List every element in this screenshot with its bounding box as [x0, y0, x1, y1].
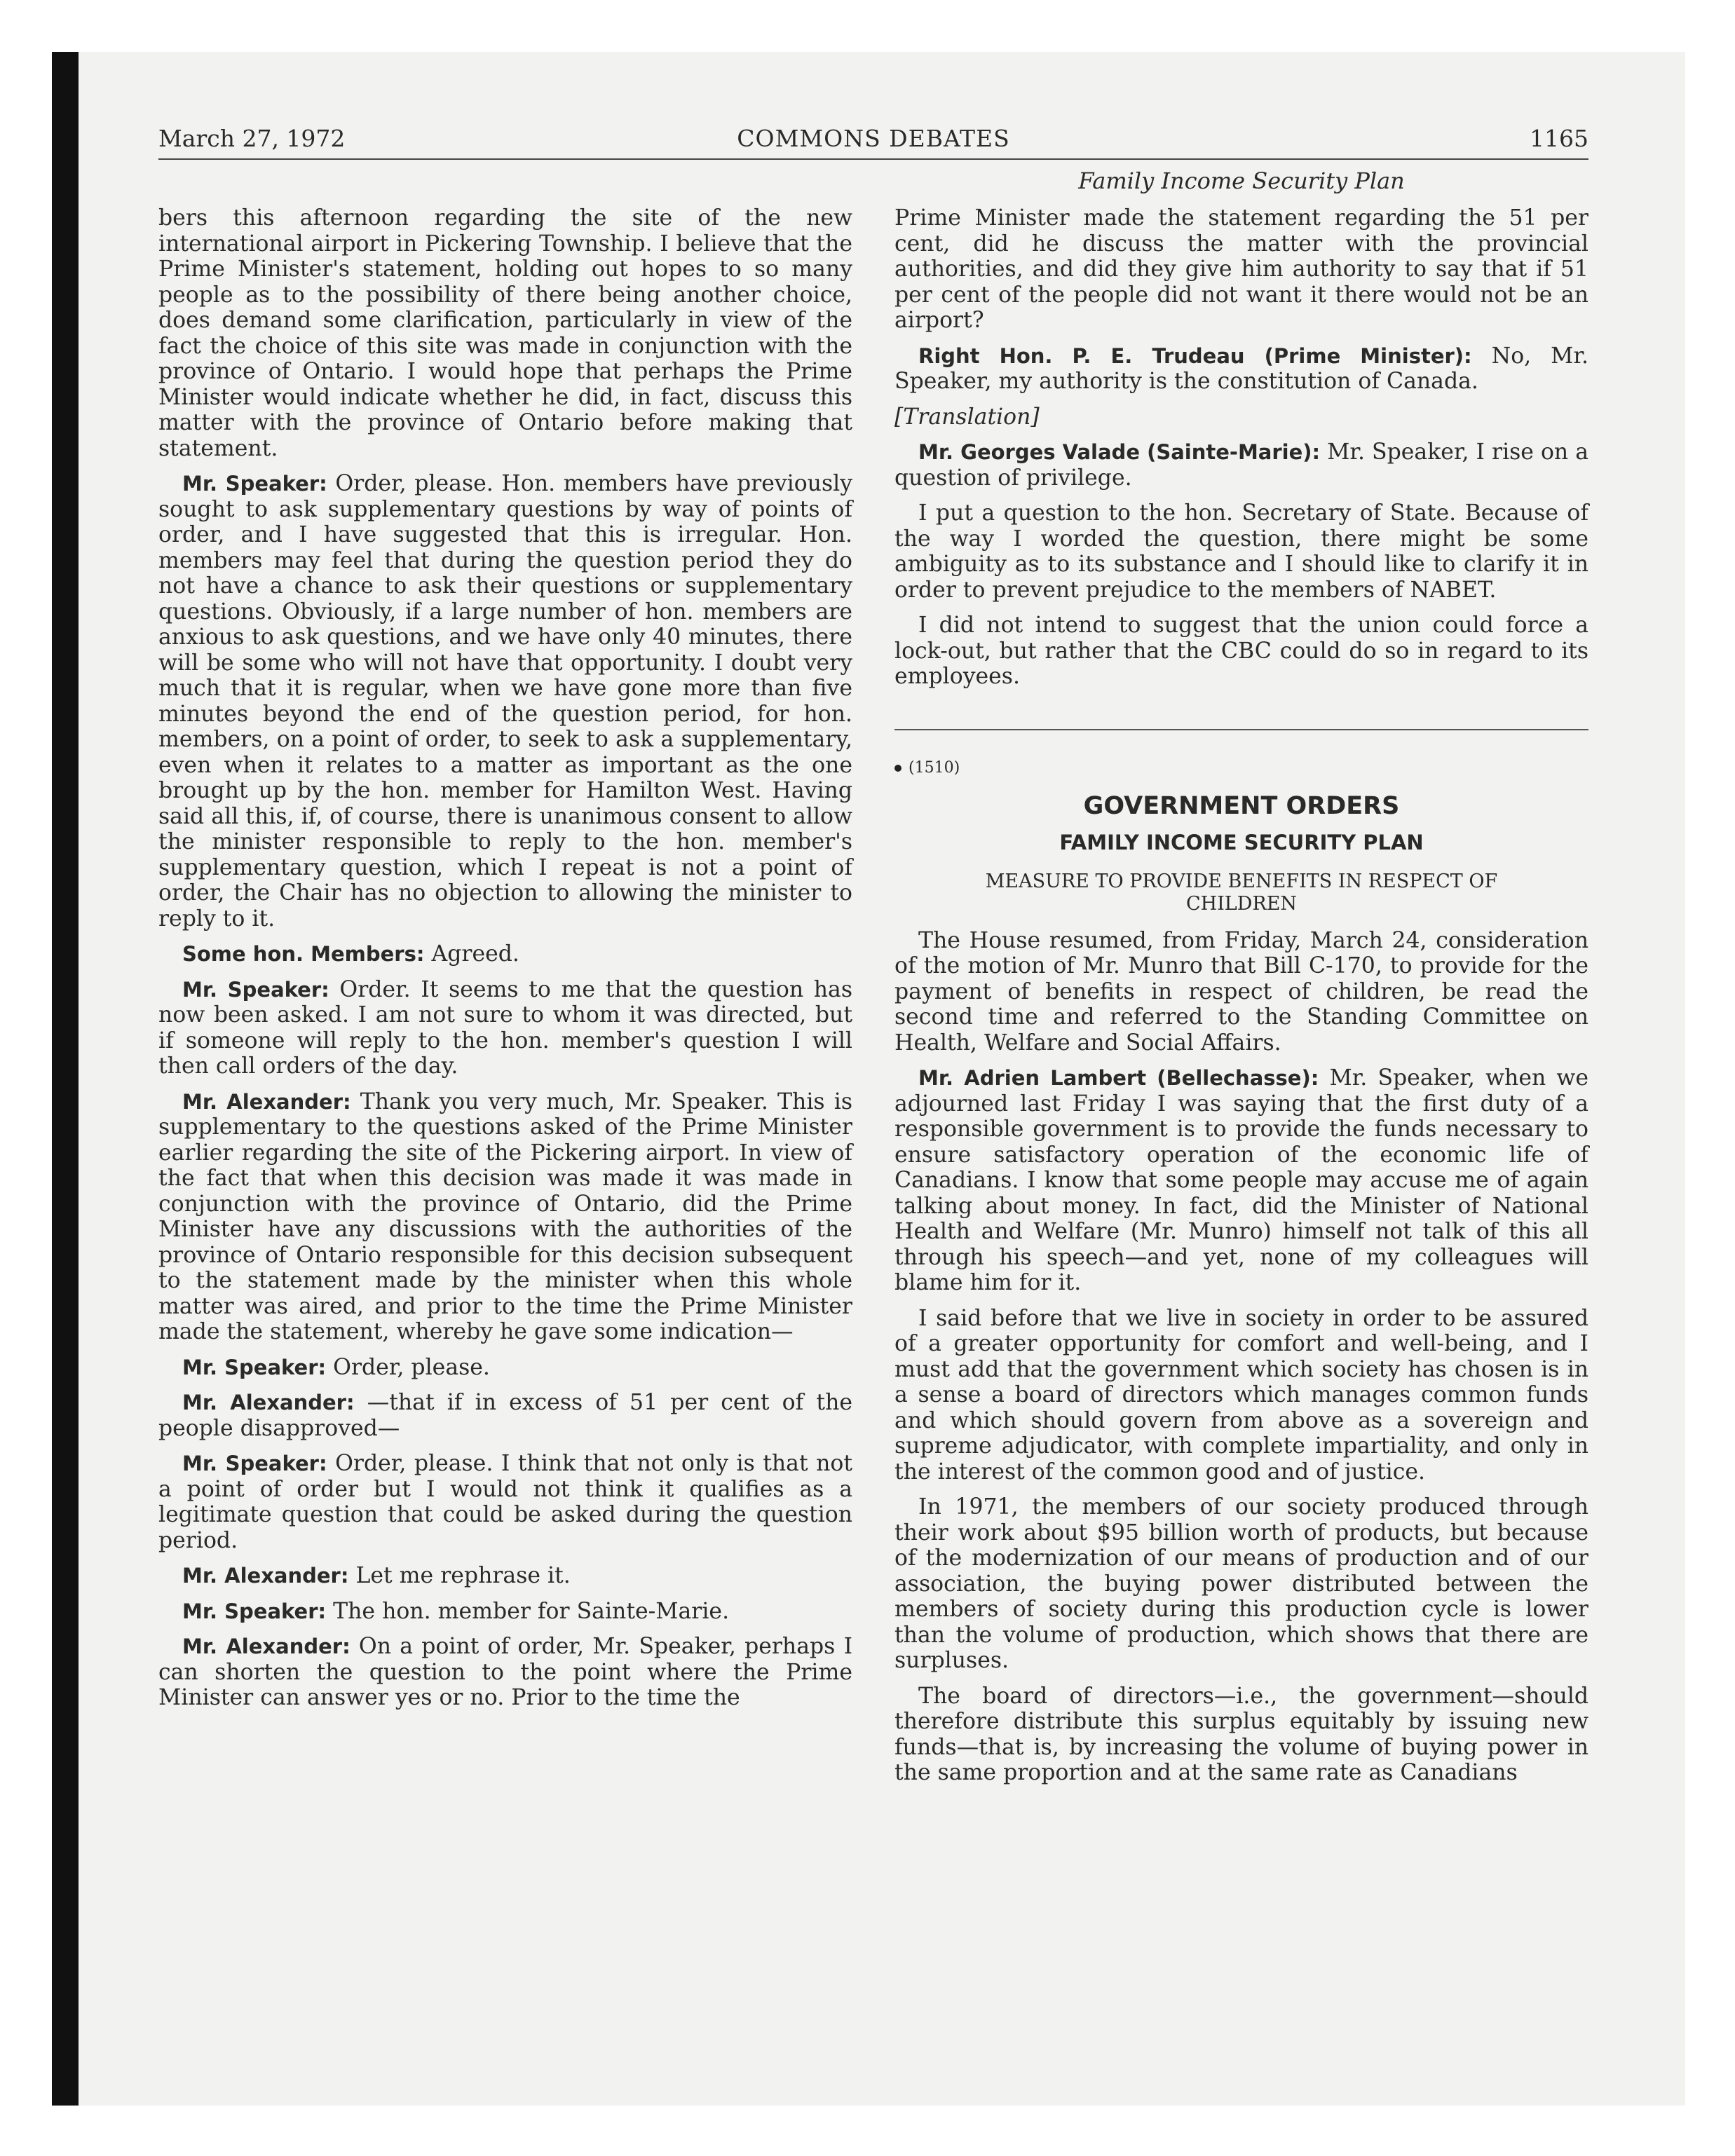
paragraph — [894, 613, 1588, 690]
paragraph-text: I did not intend to suggest that the union could force a lock-out, but rather that the CBC could do so in regard to its employees. — [894, 613, 1588, 689]
paragraph — [158, 941, 852, 967]
paragraph-text: The hon. member for Sainte-Marie. — [333, 1598, 730, 1624]
paragraph-text: Prime Minister made the statement regarding the 51 per cent, did he discuss the matter with the provincial authorities, and did they give him authority to say that if 51 per cent of the people did not want it there would not be an airport? — [894, 205, 1588, 333]
paragraph — [894, 928, 1588, 1056]
paragraph — [894, 343, 1588, 395]
paragraph — [158, 977, 852, 1079]
paragraph-text: Mr. Speaker, when we adjourned last Friday I was saying that the first duty of a responsible government is to provide the funds necessary to ensure satisfactory operation of the economic life of Canadians. I know that some people may accuse me of again talking about money. In fact, did the Minister of National Health and Welfare (Mr. Munro) himself not talk of this all through his speech—and yet, none of my colleagues will blame him for it. — [894, 1065, 1588, 1295]
paragraph-text: No, Mr. Speaker, my authority is the constitution of Canada. — [894, 343, 1588, 394]
speaker-name: Mr. Speaker: — [182, 1355, 327, 1379]
paragraph — [158, 1089, 852, 1345]
paragraph-text: —that if in excess of 51 per cent of the people disapproved— — [158, 1390, 853, 1441]
running-header — [158, 123, 1588, 160]
running-subject: Family Income Security Plan — [1078, 168, 1405, 194]
speaker-name: Mr. Alexander: — [182, 1391, 355, 1414]
paragraph-text: Let me rephrase it. — [355, 1563, 571, 1588]
paragraph-text: The board of directors—i.e., the government—should therefore distribute this surplus equitably by issuing new funds—that is, by increasing the volume of buying power in the same proportion and at the same rate as Canadians — [894, 1683, 1588, 1785]
paragraph — [158, 1599, 852, 1625]
section-subheading: FAMILY INCOME SECURITY PLAN — [1059, 830, 1424, 854]
right-column — [894, 205, 1588, 1796]
time-marker-text: (1510) — [909, 758, 960, 777]
speaker-name: Mr. Speaker: — [182, 1599, 327, 1623]
paragraph-text: I put a question to the hon. Secretary of State. Because of the way I worded the question, there might be some ambiguity as to its substance and I should like to clarify it in order to prevent prejudice to the members of NABET. — [894, 500, 1588, 603]
paragraph-text: Order, please. Hon. members have previously sought to ask supplementary questions by way of points of order, and I have suggested that this is irregular. Hon. members may feel that during the question period they do not have a chance to ask their questions or supplementary questions. Obviously, if a large number of hon. members are anxious to ask questions, and we have only 40 minutes, there will be some who will not have that opportunity. I doubt very much that it is regular, when we have gone more than five minutes beyond the end of the question period, for hon. members, on a point of order, to seek to ask a supplementary, even when it relates to a matter as important as the one brought up by the hon. member for Hamilton West. Having said all this, if, of course, there is unanimous consent to allow the minister responsible to reply to the hon. member's supplementary question, which I repeat is not a point of order, the Chair has no objection to allowing the minister to reply to it. — [158, 471, 852, 932]
speaker-name: Right Hon. P. E. Trudeau (Prime Minister): — [918, 343, 1472, 368]
paragraph-text: On a point of order, Mr. Speaker, perhaps I can shorten the question to the point where the Prime Minister can answer yes or no. Prior to the time the — [158, 1634, 853, 1710]
speaker-name: Mr. Georges Valade (Sainte-Marie): — [918, 440, 1321, 464]
speaker-name: Some hon. Members: — [182, 942, 425, 966]
speaker-name: Mr. Speaker: — [182, 472, 327, 496]
section-heading: GOVERNMENT ORDERS — [1083, 791, 1400, 820]
scan-binding-edge — [52, 52, 79, 2106]
paragraph — [894, 1065, 1588, 1296]
paragraph — [158, 205, 852, 461]
paragraph — [158, 1355, 852, 1381]
paragraph — [158, 1634, 852, 1711]
paragraph-text: Agreed. — [431, 941, 519, 967]
time-marker — [894, 756, 1588, 781]
measure-heading: MEASURE TO PROVIDE BENEFITS IN RESPECT OF CHILDREN — [985, 870, 1498, 915]
left-column — [158, 205, 852, 1721]
speaker-name: Mr. Alexander: — [182, 1635, 351, 1658]
paragraph — [894, 1306, 1588, 1485]
paragraph-text: Order, please. — [333, 1354, 490, 1380]
speaker-name: Mr. Speaker: — [182, 977, 329, 1002]
paragraph-text: Order. It seems to me that the question has now been asked. I am not sure to whom it was directed, but if someone will reply to the hon. member's question I will then call orders of the day. — [158, 976, 852, 1079]
paragraph — [158, 471, 852, 932]
section-divider — [894, 729, 1588, 730]
bullet-icon — [894, 765, 901, 772]
paragraph-text: Mr. Speaker, I rise on a question of privilege. — [894, 439, 1589, 491]
document-page — [158, 118, 1588, 2080]
paragraph-text: Thank you very much, Mr. Speaker. This is supplementary to the questions asked of the Prime Minister earlier regarding the site of the Pickering airport. In view of the fact that when this decision was made it was made in conjunction with the province of Ontario, did the Prime Minister have any discussions with the authorities of the province of Ontario responsible for this decision subsequent to the statement made by the minister when this whole matter was aired, and prior to the time the Prime Minister made the statement, whereby he gave some indication— — [158, 1089, 852, 1344]
paragraph-text: bers this afternoon regarding the site of the new international airport in Pickering Township. I believe that the Prime Minister's statement, holding out hopes to so many people as to the possibility of there being another choice, does demand some clarification, particularly in view of the fact the choice of this site was made in conjunction with the province of Ontario. I would hope that perhaps the Prime Minister would indicate whether he did, in fact, discuss this matter with the province of Ontario before making that statement. — [158, 205, 852, 461]
paragraph — [158, 1451, 852, 1553]
paragraph — [894, 1684, 1588, 1786]
paragraph — [158, 1563, 852, 1589]
paragraph — [158, 1390, 852, 1441]
paragraph-text: The House resumed, from Friday, March 24, consideration of the motion of Mr. Munro that Bill C-170, to provide for the payment of benefits in respect of children, be read the second time and referred to the Standing Committee on Health, Welfare and Social Affairs. — [894, 927, 1588, 1056]
paragraph — [894, 205, 1588, 334]
publication-title: COMMONS DEBATES — [737, 125, 1010, 152]
speaker-name: Mr. Alexander: — [182, 1564, 349, 1588]
paragraph-text: In 1971, the members of our society produced through their work about $95 billion worth of products, but because of the modernization of our means of production and of our association, the buying power distributed between the members of society during this production cycle is lower than the volume of production, which shows that there are surpluses. — [894, 1494, 1588, 1673]
speaker-name: Mr. Alexander: — [182, 1089, 351, 1114]
header-date: March 27, 1972 — [158, 125, 346, 152]
paragraph — [894, 500, 1588, 603]
paragraph-text: I said before that we live in society in order to be assured of a greater opportunity for comfort and well-being, and I must add that the government which society has chosen is in a sense a board of directors which manages common funds and which should govern from above as a sovereign and supreme adjudicator, with complete impartiality, and only in the interest of the common good and of justice. — [894, 1305, 1588, 1485]
page-number: 1165 — [1530, 125, 1588, 152]
paragraph-text: Order, please. I think that not only is that not a point of order but I would not think it qualifies as a legitimate question that could be asked during the question period. — [158, 1451, 853, 1553]
paragraph — [894, 1494, 1588, 1674]
speaker-name: Mr. Speaker: — [182, 1452, 327, 1475]
translation-marker: [Translation] — [894, 404, 1040, 430]
paragraph — [894, 439, 1588, 491]
speaker-name: Mr. Adrien Lambert (Bellechasse): — [918, 1066, 1319, 1090]
